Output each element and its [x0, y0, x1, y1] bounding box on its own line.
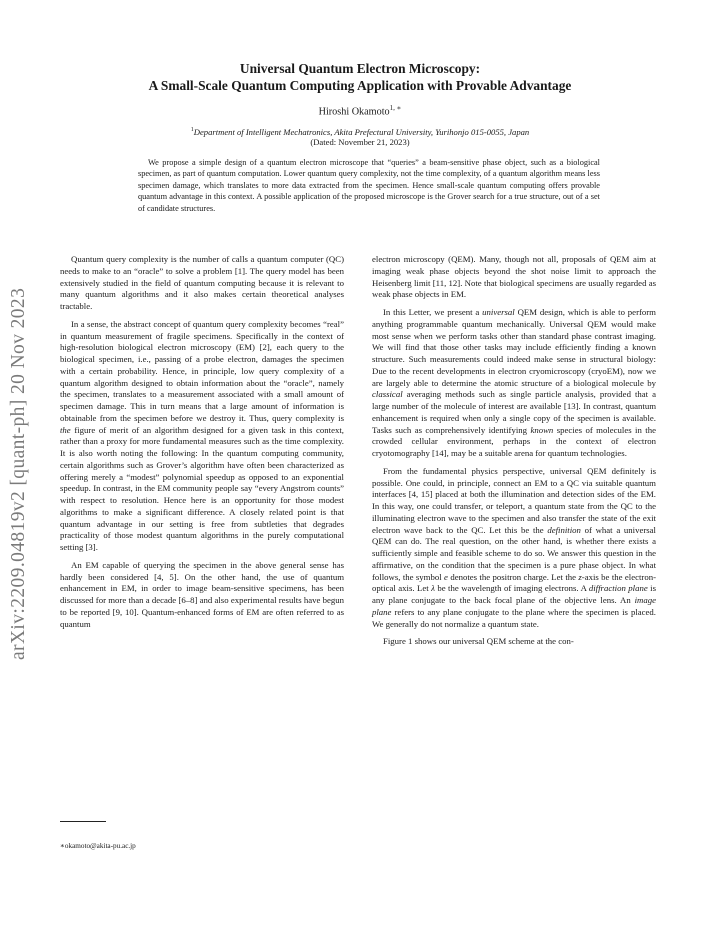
paragraph: Figure 1 shows our universal QEM scheme at the con-	[383, 636, 574, 647]
text-run: refers to any plane conjugate to the plane where the specimen is placed. We generally do not normalize a quantum state.	[372, 606, 656, 629]
text-run: of what a universal QEM can do. The real question, on the other hand, is whether there exists a sufficiently simple and feasible scheme to do so. We answer this question in the affirmative, on the condition that the specimen is a pure phase object. In what follows, the symbol	[372, 524, 656, 582]
text-run: QEM design, which is able to perform anything programmable quantum mechanically. Universal QEM would make most sense when we perform tasks other than standard phase contrast imaging. We will find that those other tasks may include efficiently finding a known structure. Such measurements could indeed make sense in structural biology: Due to the recent developments in electron cryomicroscopy (cryoEM), now we are largely able to determine the atomic structure of a biological molecule by	[372, 307, 656, 388]
text-run: In a sense, the abstract concept of quantum query complexity becomes “real” in quantum measurement of fragile specimens. Specifically in the context of high-resolution biological electron microscopy (EM) [2], each query to the biological specimen, i.e., passing of a probe electron, damages the specimen with a certain probability. Hence, in principle, low query complexity of a quantum algorithm designed to obtain information about the “oracle”, namely the specimen, translates to a measurement associated with a small amount of specimen damage. This in turn means that a large amount of information is obtainable from the specimen before we destroy it. Thus, query complexity is	[60, 318, 344, 423]
paper-title	[60, 60, 660, 94]
affiliation-mark: 1	[190, 127, 194, 133]
footnote-rule	[60, 821, 106, 822]
paragraph: Quantum query complexity is the number of calls a quantum computer (QC) needs to make to an “oracle” to solve a problem [1]. The query model has been extensively studied in the field of quantum computing because it is relevant to many quantum algorithms and it also makes certain theoretical analyses tractable.	[60, 254, 344, 311]
abstract: We propose a simple design of a quantum electron microscope that “queries” a beam-sensitive phase object, such as a biological specimen, as part of quantum computation. Lower quantum query complexity, not the time complexity, of a quantum algorithm means less specimen damage, which translates to more data extracted from the specimen. Hence small-scale quantum computing offers provable quantum advantage in this context. A possible application of the proposed microscope is the Grover search for a true structure, out of a set of candidate structures.	[138, 158, 600, 213]
text-run: From the fundamental physics perspective, universal QEM definitely is possible. One could, in principle, connect an EM to a QC via suitable quantum interfaces [4, 15] placed at both the illumination and detection sides of the EM. In this way, one could transfer, or teleport, a quantum state from the QC to the illuminating electron wave to the specimen and also transfer the state of the exit electron wave back to the QC. Let this be the	[372, 465, 656, 535]
emphasis: universal	[482, 307, 515, 317]
paragraph	[372, 466, 656, 631]
affiliation	[60, 124, 660, 138]
text-run: -axis be the electron-optical axis. Let	[372, 571, 656, 594]
footnote-email: ∗okamoto@akita-pu.ac.jp	[60, 842, 136, 850]
text-run: In this Letter, we present a	[383, 307, 483, 317]
affiliation-text: Department of Intelligent Mechatronics, Akita Prefectural University, Yurihonjo 015-0055, Japan	[193, 126, 530, 137]
math-symbol: λ	[431, 583, 435, 594]
math-symbol: e	[444, 571, 448, 582]
date-line: (Dated: November 21, 2023)	[310, 137, 410, 147]
text-run: denotes the positron charge. Let the	[447, 571, 579, 582]
paragraph: An EM capable of querying the specimen in the above general sense has hardly been considered [4, 5]. On the other hand, the use of quantum enhancement in EM, in order to image beam-sensitive specimens, has been discussed for more than a decade [6–8] and also experimental results have begun to be reported [9, 10]. Quantum-enhanced forms of EM are often referred to as quantum	[60, 559, 344, 629]
emphasis: image plane	[372, 595, 656, 617]
author-line	[60, 104, 660, 117]
text-run: be the wavelength of imaging electrons. A	[434, 583, 589, 594]
text-run: is any plane conjugate to the back focal plane of the objective lens. An	[372, 583, 657, 605]
arxiv-identifier-stamp: arXiv:2209.04819v2 [quant-ph] 20 Nov 2023	[8, 287, 29, 660]
emphasis: the	[60, 424, 71, 435]
emphasis: definition	[547, 524, 581, 535]
right-column	[372, 254, 656, 654]
paragraph	[372, 307, 656, 460]
paragraph	[60, 319, 344, 554]
title-line-1: Universal Quantum Electron Microscopy:	[239, 61, 481, 76]
author-name: Hiroshi Okamoto	[318, 106, 390, 118]
text-run: species of molecules in the crowded cellular environment, perhaps in the context of electron cryotomography [14], may be a suitable arena for quantum technologies.	[372, 424, 656, 458]
emphasis: diffraction plane	[588, 583, 648, 594]
math-symbol: z	[578, 571, 582, 582]
title-line-2: A Small-Scale Quantum Computing Application with Provable Advantage	[148, 78, 572, 93]
text-run: figure of merit of an algorithm designed for a given task in this context, rather than a proxy for more fundamental measures such as the time complexity. It is also worth noting the following: In the quantum computing community, certain algorithms such as Grover’s algorithm have often been characterized as offering merely a “modest” polynomial speedup as opposed to an exponential speedup. In contrast, in the EM community people say “every Angstrom counts” with respect to resolution. Hence here is an opportunity for those modest algorithms to make a significant difference. A closely related point is that quantum advantage in our setting is free from subtleties that degrades practicality of those modest quantum algorithms in the purely computational setting [3].	[60, 424, 344, 552]
author-marks: 1, ∗	[389, 104, 402, 112]
paragraph: electron microscopy (QEM). Many, though not all, proposals of QEM aim at imaging weak phase objects beyond the shot noise limit to approach the Heisenberg limit [11, 12]. Note that biological specimens are usually regarded as weak phase objects in EM.	[372, 254, 656, 300]
left-column	[60, 254, 344, 636]
text-run: averaging methods such as single particle analysis, provided that a large number of the molecule of interest are available [13]. In contrast, quantum enhancement is required when only a single copy of the specimen is available. Tasks such as comprehensively identifying	[372, 389, 656, 435]
emphasis: known	[530, 424, 554, 435]
emphasis: classical	[372, 389, 403, 400]
